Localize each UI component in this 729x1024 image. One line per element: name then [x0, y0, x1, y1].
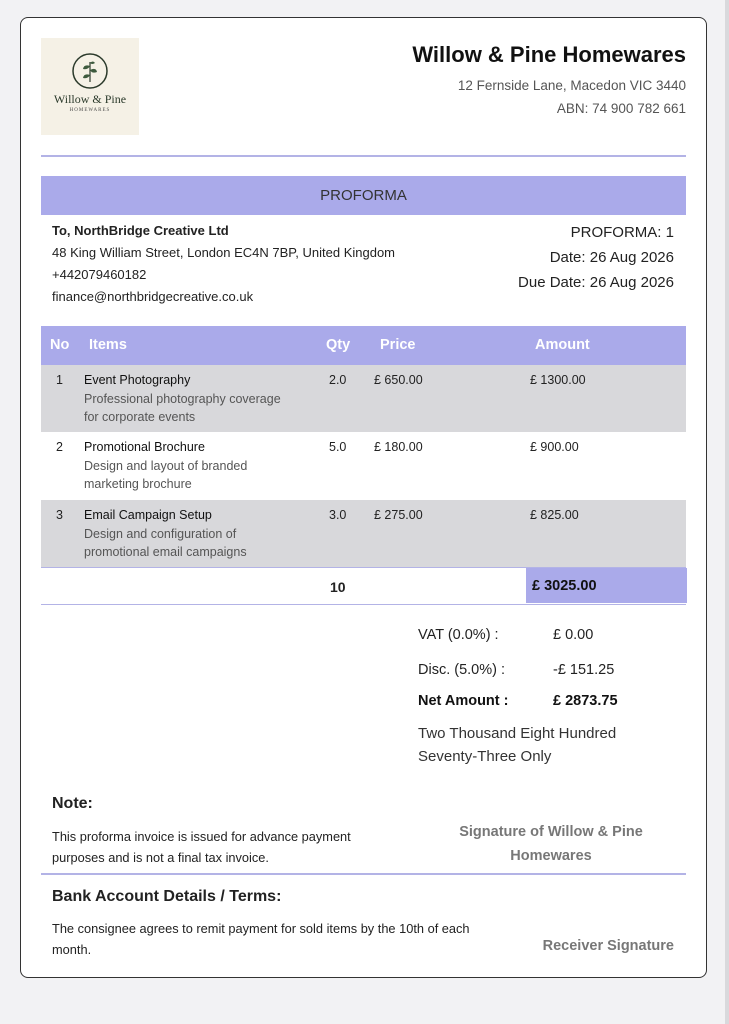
scrollbar[interactable]: [725, 0, 729, 1024]
row-no: 3: [56, 508, 63, 522]
item-name: Email Campaign Setup: [84, 508, 212, 522]
document-meta: [518, 224, 674, 299]
items-table-header: [41, 326, 686, 365]
row-no: 2: [56, 440, 63, 454]
note-heading: Note:: [52, 795, 93, 812]
discount-label: Disc. (5.0%) :: [418, 662, 506, 678]
bill-to-email: finance@northbridgecreative.co.uk: [52, 289, 254, 304]
net-amount-label: Net Amount :: [418, 693, 509, 709]
row-amount: £ 825.00: [530, 508, 579, 522]
row-amount: £ 900.00: [530, 440, 579, 454]
bank-terms-text: The consignee agrees to remit payment for sold items by the 10th of each month.: [52, 921, 470, 957]
bank-heading: Bank Account Details / Terms:: [52, 888, 282, 905]
discount-value: -£ 151.25: [553, 662, 615, 678]
row-amount: £ 1300.00: [530, 373, 586, 387]
company-info: [412, 42, 686, 116]
company-name: Willow & Pine Homewares: [412, 42, 686, 67]
row-item: [84, 373, 294, 426]
col-price: Price: [380, 337, 416, 353]
leaf-emblem-icon: [71, 52, 109, 90]
footer-divider: [41, 873, 686, 875]
bill-to: [52, 223, 395, 311]
col-qty: Qty: [326, 337, 351, 353]
row-price: £ 650.00: [374, 373, 423, 387]
note-text: This proforma invoice is issued for advance payment purposes and is not a final tax invoice.: [52, 829, 351, 865]
row-no: 1: [56, 373, 63, 387]
document-type-banner: PROFORMA: [41, 176, 686, 215]
row-qty: 3.0: [329, 508, 347, 522]
row-qty: 5.0: [329, 440, 347, 454]
table-row: [41, 365, 686, 432]
issue-date: Date: 26 Aug 2026: [549, 249, 674, 266]
table-row: [41, 432, 686, 500]
item-description: Design and layout of branded marketing brochure: [84, 459, 248, 491]
col-no: No: [50, 337, 70, 353]
col-amount: Amount: [535, 337, 590, 353]
item-name: Promotional Brochure: [84, 440, 205, 454]
company-signature-label: Signature of Willow & Pine Homewares: [459, 824, 643, 864]
vat-label: VAT (0.0%) :: [418, 627, 499, 643]
item-description: Design and configuration of promotional email campaigns: [84, 527, 247, 559]
table-row: [41, 500, 686, 567]
proforma-number: PROFORMA: 1: [570, 224, 674, 241]
bill-to-phone: +442079460182: [52, 267, 147, 282]
net-amount-value: £ 2873.75: [553, 693, 618, 709]
receiver-signature-label: Receiver Signature: [542, 938, 674, 954]
row-price: £ 180.00: [374, 440, 423, 454]
total-qty: 10: [330, 579, 346, 595]
logo-name: Willow & Pine: [53, 92, 127, 106]
bill-to-name: To, NorthBridge Creative Ltd: [52, 223, 229, 238]
vat-line: [418, 627, 594, 643]
discount-line: [418, 662, 615, 678]
net-amount-line: [418, 693, 618, 709]
header-divider: [41, 155, 686, 157]
company-abn: ABN: 74 900 782 661: [556, 101, 686, 116]
invoice-card: [20, 17, 707, 978]
table-total-row: [41, 567, 686, 605]
company-logo: [41, 38, 139, 135]
total-amount: £ 3025.00: [526, 568, 687, 603]
due-date: Due Date: 26 Aug 2026: [518, 274, 674, 291]
row-item: [84, 440, 294, 493]
row-item: [84, 508, 294, 561]
item-name: Event Photography: [84, 373, 191, 387]
col-items: Items: [89, 337, 127, 353]
item-description: Professional photography coverage for corporate events: [84, 392, 281, 424]
logo-subtitle: HOMEWARES: [69, 108, 111, 113]
bill-to-address: 48 King William Street, London EC4N 7BP, United Kingdom: [52, 245, 396, 260]
vat-value: £ 0.00: [553, 627, 594, 643]
row-price: £ 275.00: [374, 508, 423, 522]
row-qty: 2.0: [329, 373, 347, 387]
company-address: 12 Fernside Lane, Macedon VIC 3440: [457, 78, 686, 93]
amount-in-words: Two Thousand Eight Hundred Seventy-Three Only: [418, 725, 617, 765]
